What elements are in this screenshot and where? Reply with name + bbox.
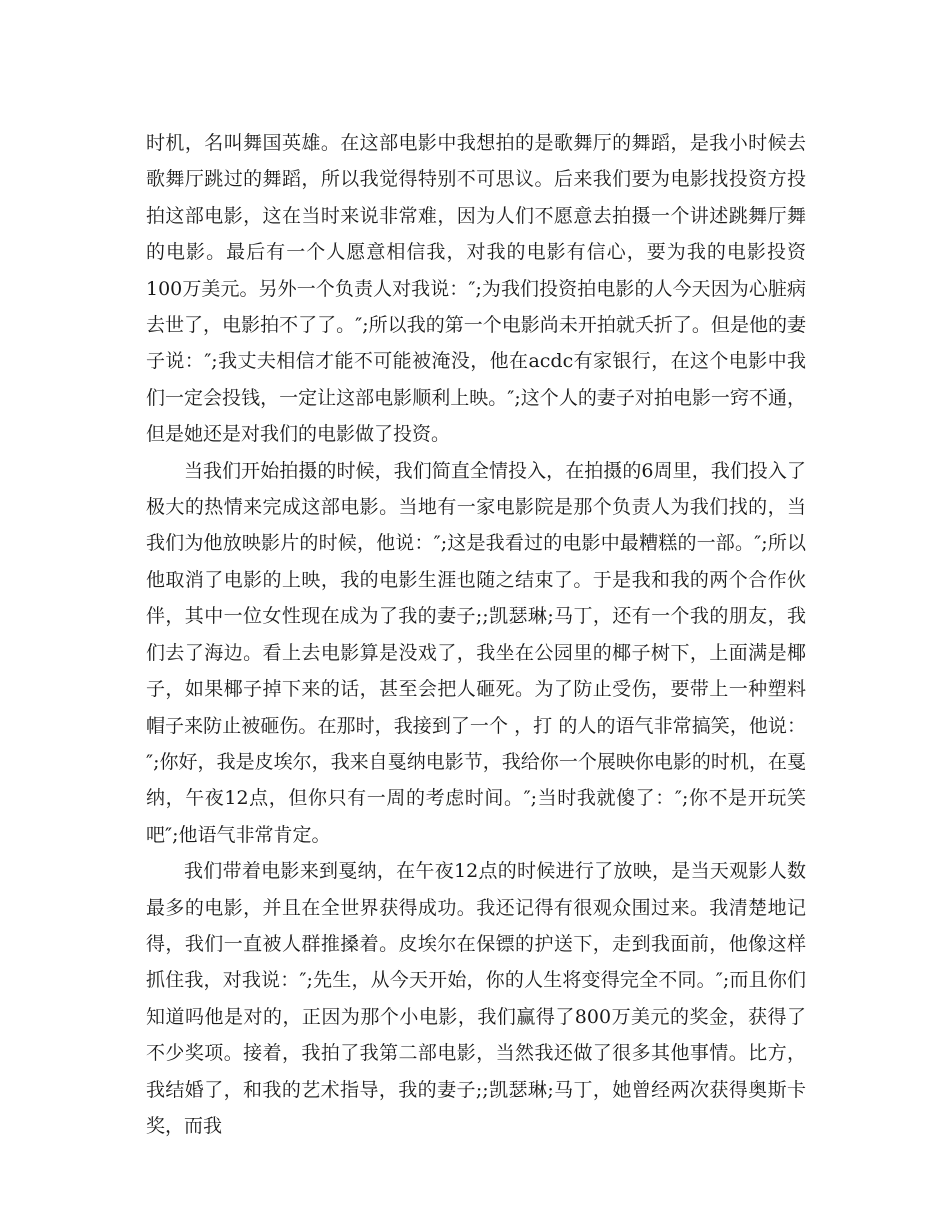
paragraph-2: 当我们开始拍摄的时候，我们简直全情投入，在拍摄的6周里，我们投入了极大的热情来完成这部电影。当地有一家电影院是那个负责人为我们找的，当我们为他放映影片的时候，他说：″;这是我看过的电影中最糟糕的一部。″;所以他取消了电影的上映，我的电影生涯也随之结束了。于是我和我的两个合作伙伴，其中一位女性现在成为了我的妻子;;凯瑟琳;马丁，还有一个我的朋友，我们去了海边。看上去电影算是没戏了，我坐在公园里的椰子树下，上面满是椰子，如果椰子掉下来的话，甚至会把人砸死。为了防止受伤，要带上一种塑料帽子来防止被砸伤。在那时，我接到了一个 ，打 的人的语气非常搞笑，他说：″;你好，我是皮埃尔，我来自戛纳电影节，我给你一个展映你电影的时机，在戛纳，午夜12点，但你只有一周的考虑时间。″;当时我就傻了：″;你不是开玩笑吧″;他语气非常肯定。 [146,459,806,846]
paragraph-1: 时机，名叫舞国英雄。在这部电影中我想拍的是歌舞厅的舞蹈，是我小时候去歌舞厅跳过的舞蹈，所以我觉得特别不可思议。后来我们要为电影找投资方投拍这部电影，这在当时来说非常难，因为人们不愿意去拍摄一个讲述跳舞厅舞的电影。最后有一个人愿意相信我，对我的电影有信心，要为我的电影投资100万美元。另外一个负责人对我说：″;为我们投资拍电影的人今天因为心脏病去世了，电影拍不了了。″;所以我的第一个电影尚未开拍就夭折了。但是他的妻子说：″;我丈夫相信才能不可能被淹没，他在acdc有家银行，在这个电影中我们一定会投钱，一定让这部电影顺利上映。″;这个人的妻子对拍电影一窍不通，但是她还是对我们的电影做了投资。 [146,132,806,446]
paragraph-3: 我们带着电影来到戛纳，在午夜12点的时候进行了放映，是当天观影人数最多的电影，并且在全世界获得成功。我还记得有很观众围过来。我清楚地记得，我们一直被人群推搡着。皮埃尔在保镖的护送下，走到我面前，他像这样抓住我，对我说：″;先生，从今天开始，你的人生将变得完全不同。″;而且你们知道吗他是对的，正因为那个小电影，我们赢得了800万美元的奖金，获得了不少奖项。接着，我拍了我第二部电影，当然我还做了很多其他事情。比方，我结婚了，和我的艺术指导，我的妻子;;凯瑟琳;马丁，她曾经两次获得奥斯卡奖，而我 [146,860,806,1137]
body-text [146,125,806,1144]
